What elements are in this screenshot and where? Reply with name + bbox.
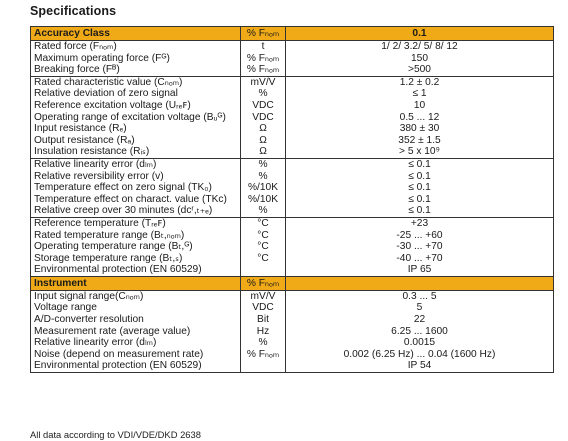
spec-value: IP 54 [407, 360, 432, 372]
spec-row [31, 326, 554, 338]
spec-label: Relative reversibility error (v) [31, 171, 241, 183]
spec-value: ≤ 0.1 [286, 158, 554, 170]
spec-unit: % Fₙₒₘ [241, 349, 286, 361]
spec-unit: °C [241, 217, 286, 229]
spec-label: Input signal range(Cₙₒₘ) [31, 290, 241, 302]
section-unit: % Fₙₒₘ [241, 276, 286, 290]
section-header [31, 27, 554, 41]
spec-label: Rated force (Fₙₒₘ) [31, 41, 241, 53]
spec-row [31, 41, 554, 53]
spec-unit: %/10K [241, 182, 286, 194]
spec-group [31, 76, 554, 158]
spec-unit: °C [241, 253, 286, 265]
spec-unit: % Fₙₒₘ [241, 64, 286, 76]
spec-label: Relative creep over 30 minutes (dᴄʳ,ₜ₊ₑ) [31, 205, 241, 217]
spec-value: +23 [286, 217, 554, 229]
spec-unit: mV/V [241, 76, 286, 88]
spec-label: Relative linearity error (dₗₘ) [31, 337, 241, 349]
spec-label: A/D-converter resolution [31, 314, 241, 326]
spec-value: 0.002 (6.25 Hz) ... 0.04 (1600 Hz) [343, 348, 496, 360]
spec-unit: % [241, 88, 286, 100]
spec-unit: % [241, 205, 286, 217]
spec-row [31, 302, 554, 314]
spec-value: 22 [413, 314, 426, 326]
spec-row [31, 182, 554, 194]
spec-label: Breaking force (Fᴮ) [31, 64, 241, 76]
spec-row [31, 64, 554, 76]
spec-label: Relative deviation of zero signal [31, 88, 241, 100]
spec-group [31, 290, 554, 372]
spec-value: 0.3 ... 5 [286, 290, 554, 302]
spec-unit: % [241, 171, 286, 183]
spec-row [31, 217, 554, 229]
spec-label: Environmental protection (EN 60529) [31, 264, 241, 276]
spec-unit: t [241, 41, 286, 53]
spec-unit: °C [241, 230, 286, 242]
spec-row [31, 349, 554, 361]
spec-label: Temperature effect on zero signal (TK₀) [31, 182, 241, 194]
spec-row [31, 253, 554, 265]
section-value [286, 276, 554, 290]
section-title: Instrument [31, 276, 241, 290]
spec-unit: % Fₙₒₘ [241, 53, 286, 65]
spec-label: Insulation resistance (Rᵢₛ) [31, 146, 241, 158]
section-header-row [31, 276, 554, 290]
spec-value: IP 65 [407, 264, 432, 276]
spec-label: Temperature effect on charact. value (TKᴄ) [31, 194, 241, 206]
spec-value: >500 [408, 64, 431, 76]
spec-label: Relative linearity error (dₗₘ) [31, 158, 241, 170]
spec-value: -40 ... +70 [396, 252, 443, 264]
spec-row [31, 314, 554, 326]
spec-row [31, 53, 554, 65]
spec-row [31, 112, 554, 124]
spec-value: ≤ 0.1 [408, 170, 431, 182]
spec-unit: %/10K [241, 194, 286, 206]
spec-row [31, 290, 554, 302]
spec-value: 1/ 2/ 3.2/ 5/ 8/ 12 [286, 41, 554, 53]
spec-unit: mV/V [241, 290, 286, 302]
spec-row [31, 171, 554, 183]
spec-value: 6.25 ... 1600 [391, 325, 448, 337]
spec-unit: Ω [241, 123, 286, 135]
spec-value: 150 [411, 52, 428, 64]
spec-label: Output resistance (Rₐ) [31, 135, 241, 147]
spec-row [31, 146, 554, 158]
spec-label: Rated temperature range (Bₜ,ₙₒₘ) [31, 230, 241, 242]
spec-value: 0.0015 [403, 337, 436, 349]
spec-row [31, 337, 554, 349]
spec-unit: Ω [241, 146, 286, 158]
spec-label: Noise (depend on measurement rate) [31, 349, 241, 361]
spec-label: Reference temperature (Tᵣₑꜰ) [31, 217, 241, 229]
section-header [31, 276, 554, 290]
spec-value: -30 ... +70 [396, 241, 443, 253]
spec-value: 10 [413, 99, 426, 111]
spec-value: > 5 x 10⁹ [399, 146, 440, 158]
spec-value: 380 ± 30 [399, 123, 440, 135]
spec-value: 1.2 ± 0.2 [286, 76, 554, 88]
spec-unit: % [241, 337, 286, 349]
spec-value: ≤ 1 [412, 88, 427, 100]
spec-value: 5 [416, 302, 423, 314]
section-header-row [31, 27, 554, 41]
spec-label: Maximum operating force (Fᴳ) [31, 53, 241, 65]
page-title: Specifications [30, 4, 117, 18]
spec-label: Reference excitation voltage (Uᵣₑꜰ) [31, 100, 241, 112]
spec-unit [241, 264, 286, 276]
spec-group [31, 41, 554, 77]
spec-row [31, 360, 554, 372]
spec-row [31, 123, 554, 135]
spec-value: 352 ± 1.5 [398, 134, 441, 146]
spec-unit: VDC [241, 112, 286, 124]
spec-row [31, 205, 554, 217]
spec-row [31, 264, 554, 276]
spec-label: Storage temperature range (Bₜ,ₛ) [31, 253, 241, 265]
spec-label: Voltage range [31, 302, 241, 314]
spec-label: Operating range of excitation voltage (Bᵤᴳ) [31, 112, 241, 124]
section-unit: % Fₙₒₘ [241, 27, 286, 41]
spec-row [31, 100, 554, 112]
spec-label: Environmental protection (EN 60529) [31, 360, 241, 372]
spec-value: ≤ 0.1 [408, 182, 431, 194]
footnote: All data according to VDI/VDE/DKD 2638 [30, 429, 201, 440]
spec-row [31, 76, 554, 88]
section-title: Accuracy Class [31, 27, 241, 41]
spec-value: -25 ... +60 [396, 229, 443, 241]
specifications-table [30, 26, 554, 373]
spec-label: Measurement rate (average value) [31, 326, 241, 338]
spec-row [31, 241, 554, 253]
spec-label: Rated characteristic value (Cₙₒₘ) [31, 76, 241, 88]
spec-unit: VDC [241, 100, 286, 112]
spec-row [31, 194, 554, 206]
section-value: 0.1 [286, 27, 554, 41]
spec-value: ≤ 0.1 [408, 193, 431, 205]
spec-label: Operating temperature range (Bₜ,ᴳ) [31, 241, 241, 253]
spec-row [31, 88, 554, 100]
spec-row [31, 158, 554, 170]
spec-unit: Bit [241, 314, 286, 326]
spec-label: Input resistance (Rₑ) [31, 123, 241, 135]
spec-unit [241, 360, 286, 372]
spec-value: 0.5 ... 12 [399, 111, 440, 123]
spec-unit: % [241, 158, 286, 170]
spec-value: ≤ 0.1 [408, 205, 431, 217]
spec-group [31, 158, 554, 217]
spec-group [31, 217, 554, 276]
spec-row [31, 230, 554, 242]
spec-unit: Hz [241, 326, 286, 338]
spec-row [31, 135, 554, 147]
spec-unit: Ω [241, 135, 286, 147]
spec-unit: VDC [241, 302, 286, 314]
spec-unit: °C [241, 241, 286, 253]
